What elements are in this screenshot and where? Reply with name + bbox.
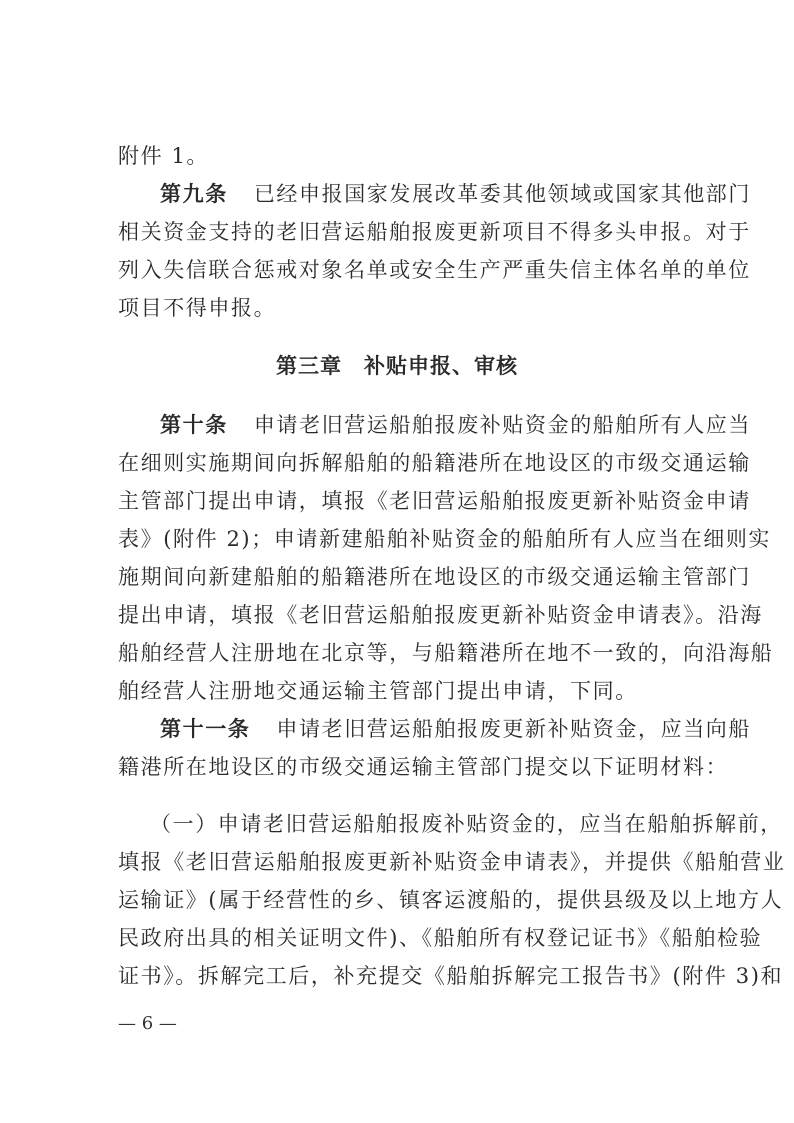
article-9-text: 已经申报国家发展改革委其他领域或国家其他部门: [253, 182, 752, 206]
text-line: 民政府出具的相关证明文件)、《船舶所有权登记证书》《船舶检验: [118, 926, 763, 950]
text-line: 施期间向新建船舶的船籍港所在地设区的市级交通运输主管部门: [118, 565, 751, 589]
article-9-line-1: [160, 182, 752, 206]
chapter-heading: 第三章 补贴申报、审核: [276, 354, 518, 378]
text-line: 船舶经营人注册地在北京等，与船籍港所在地不一致的，向沿海船: [118, 641, 774, 665]
text-line: 运输证》(属于经营性的乡、镇客运渡船的，提供县级及以上地方人: [118, 888, 784, 912]
text-line: 在细则实施期间向拆解船舶的船籍港所在地设区的市级交通运输: [118, 451, 751, 475]
article-11-title: 第十一条: [160, 717, 251, 741]
text-line: 相关资金支持的老旧营运船舶报废更新项目不得多头申报。对于: [118, 220, 751, 244]
text-line: 主管部门提出申请，填报《老旧营运船舶报废更新补贴资金申请: [118, 489, 751, 513]
text-line: 舶经营人注册地交通运输主管部门提出申请，下同。: [118, 679, 638, 703]
text-line: 项目不得申报。: [118, 296, 277, 320]
text-line: （一）申请老旧营运船舶报废补贴资金的，应当在船舶拆解前，: [150, 812, 783, 836]
text-line: 附件 1。: [118, 144, 210, 168]
article-10-title: 第十条: [160, 413, 228, 437]
text-line: 列入失信联合惩戒对象名单或安全生产严重失信主体名单的单位: [118, 258, 751, 282]
article-10-line-1: [160, 413, 752, 437]
text-line: 表》(附件 2)；申请新建船舶补贴资金的船舶所有人应当在细则实: [118, 527, 772, 551]
page-number: — 6 —: [118, 1013, 177, 1034]
article-9-title: 第九条: [160, 182, 228, 206]
article-11-line-1: [160, 717, 752, 741]
text-line: 证书》。拆解完工后，补充提交《船舶拆解完工报告书》(附件 3)和: [118, 964, 784, 988]
article-10-text: 申请老旧营运船舶报废补贴资金的船舶所有人应当: [253, 413, 752, 437]
article-11-text: 申请老旧营运船舶报废更新补贴资金，应当向船: [276, 717, 752, 741]
text-line: 填报《老旧营运船舶报废更新补贴资金申请表》，并提供《船舶营业: [118, 850, 786, 874]
text-line: 提出申请，填报《老旧营运船舶报废更新补贴资金申请表》。沿海: [118, 603, 763, 627]
text-line: 籍港所在地设区的市级交通运输主管部门提交以下证明材料：: [118, 755, 729, 779]
